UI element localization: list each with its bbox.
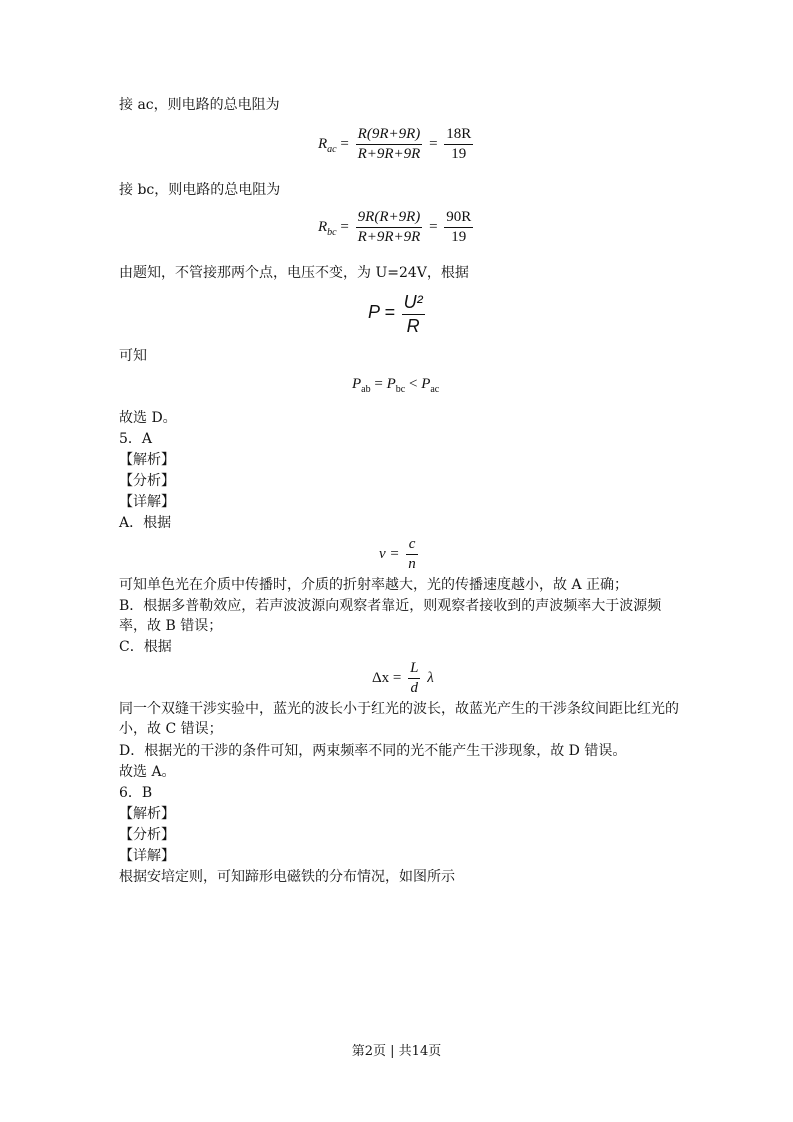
section-fenxi-5: 【分析】 bbox=[119, 473, 175, 489]
eq-rac-fraction bbox=[356, 126, 423, 163]
eq-rbc-subscript: bc bbox=[327, 226, 337, 238]
eq-dx-fraction bbox=[408, 660, 420, 697]
eq-rbc-denominator: R+9R+9R bbox=[357, 229, 421, 245]
section-xiangjie-6: 【详解】 bbox=[119, 848, 175, 864]
eq-rbc-fraction bbox=[356, 209, 423, 246]
eq-v-lhs: v = bbox=[379, 545, 400, 562]
eq-v-numerator: c bbox=[406, 536, 418, 555]
text-line-option-c: C．根据 bbox=[119, 639, 172, 655]
section-jiexi-5: 【解析】 bbox=[119, 452, 175, 468]
eq-pab-symbol: P bbox=[352, 376, 362, 392]
eq-p-fraction bbox=[402, 292, 425, 337]
eq-v-denominator: n bbox=[408, 556, 416, 572]
section-xiangjie-5: 【详解】 bbox=[119, 494, 175, 510]
eq-rac-result-denominator: 19 bbox=[451, 146, 467, 162]
eq-dx-denominator: d bbox=[410, 680, 419, 696]
text-line-connect-ac: 接 ac，则电路的总电阻为 bbox=[119, 97, 280, 113]
text-line-ampere-rule: 根据安培定则，可知蹄形电磁铁的分布情况，如图所示 bbox=[119, 869, 455, 885]
text-line-ke-zhi: 可知 bbox=[119, 348, 147, 364]
eq-p-lhs: P = bbox=[368, 301, 395, 322]
text-line-voltage: 由题知，不管接那两个点，电压不变，为 U=24V，根据 bbox=[119, 265, 469, 281]
eq-rac-numerator: R(9R+9R) bbox=[356, 126, 423, 145]
question-6-answer: 6．B bbox=[119, 785, 153, 801]
text-line-option-b: B．根据多普勒效应，若声波波源向观察者靠近，则观察者接收到的声波频率大于波源频率，故 B 错误； bbox=[119, 598, 662, 634]
eq-rac-subscript: ac bbox=[327, 143, 337, 155]
eq-rac-symbol: R bbox=[318, 135, 328, 152]
equation-fringe-spacing bbox=[372, 660, 434, 697]
eq-pbc-symbol: P bbox=[386, 376, 396, 392]
eq-v-fraction bbox=[406, 536, 418, 573]
text-line-option-c-conclusion: 同一个双缝干涉实验中，蓝光的波长小于红光的波长，故蓝光产生的干涉条纹间距比红光的小，故 C 错误； bbox=[119, 701, 679, 737]
section-jiexi-6: 【解析】 bbox=[119, 806, 175, 822]
equation-velocity bbox=[379, 536, 421, 573]
text-line-option-a: A．根据 bbox=[119, 515, 172, 531]
eq-dx-lambda: λ bbox=[427, 669, 434, 686]
page-footer: 第2页 | 共14页 bbox=[351, 1044, 442, 1059]
eq-rbc-result-denominator: 19 bbox=[451, 229, 467, 245]
text-line-option-a-conclusion: 可知单色光在介质中传播时，介质的折射率越大，光的传播速度越小，故 A 正确； bbox=[119, 577, 629, 593]
text-line-connect-bc: 接 bc，则电路的总电阻为 bbox=[119, 182, 281, 198]
eq-p-numerator: U² bbox=[402, 292, 425, 315]
section-fenxi-6: 【分析】 bbox=[119, 827, 175, 843]
eq-rac-denominator: R+9R+9R bbox=[357, 146, 421, 162]
eq-p-denominator: R bbox=[406, 316, 420, 336]
eq-dx-numerator: L bbox=[408, 660, 420, 679]
eq-rbc-numerator: 9R(R+9R) bbox=[356, 209, 423, 228]
text-line-option-d: D．根据光的干涉的条件可知，两束频率不同的光不能产生干涉现象，故 D 错误。 bbox=[119, 743, 627, 759]
eq-pac-symbol: P bbox=[421, 376, 431, 392]
question-5-answer: 5．A bbox=[119, 431, 153, 447]
eq-dx-lhs: Δx = bbox=[372, 669, 402, 686]
eq-rbc-symbol: R bbox=[318, 218, 328, 235]
eq-pbc-subscript: bc bbox=[395, 384, 406, 395]
equation-r-bc: $R_{bc}$ = $\frac{9R(R+9R)}{R+9R+9R}$ = $\frac{90R}{19}$ bbox=[318, 209, 472, 245]
text-line-choose-a: 故选 A。 bbox=[119, 764, 176, 780]
eq-rac-result bbox=[444, 126, 473, 163]
eq-rbc-result bbox=[444, 209, 473, 246]
equation-power bbox=[368, 292, 428, 337]
eq-pab-subscript: ab bbox=[361, 384, 371, 395]
text-line-choose-d: 故选 D。 bbox=[119, 410, 177, 426]
eq-pac-subscript: ac bbox=[430, 384, 440, 395]
eq-rac-result-numerator: 18R bbox=[444, 126, 473, 145]
equation-r-ac: $R_{ac}$ = $\frac{R(9R+9R)}{R+9R+9R}$ = $\frac{18R}{19}$ bbox=[318, 126, 472, 162]
equation-power-compare: $P_{ab} = P_{bc} < P_{ac}$ bbox=[352, 376, 440, 395]
eq-rbc-result-numerator: 90R bbox=[444, 209, 473, 228]
